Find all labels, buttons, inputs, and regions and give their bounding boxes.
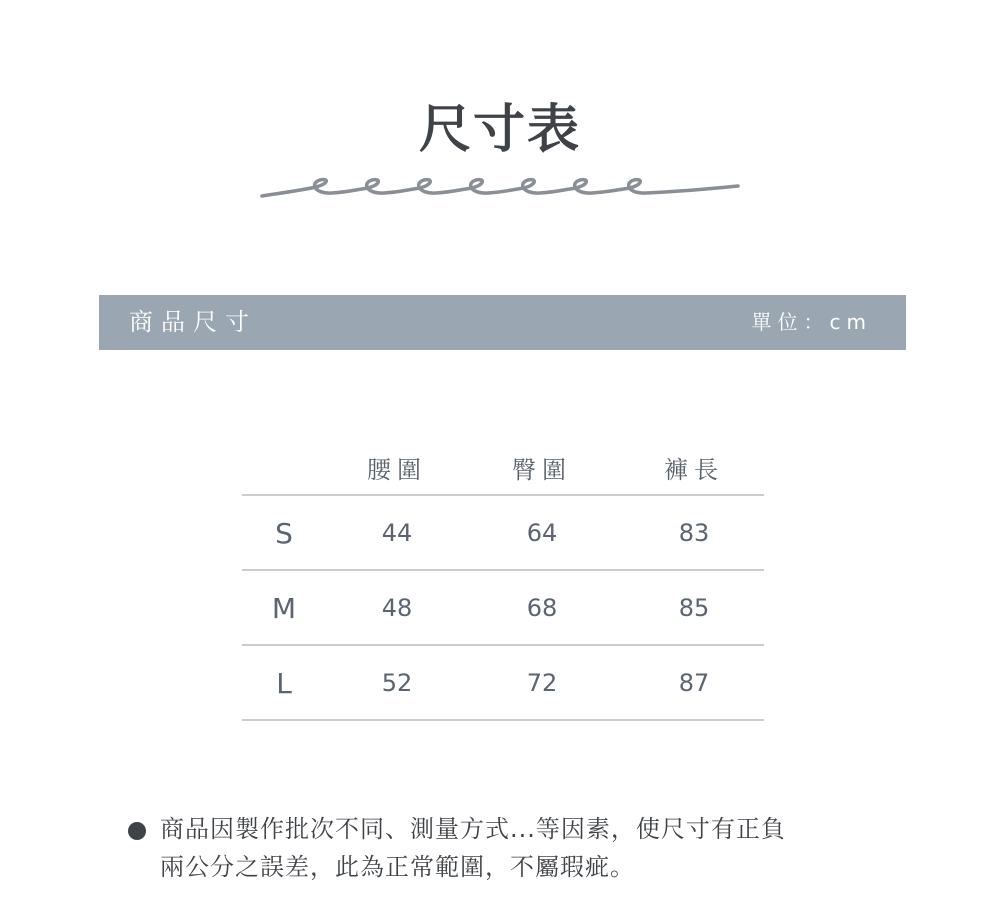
size-label: S — [275, 517, 293, 550]
header-length: 褲長 — [664, 456, 724, 484]
page-title: 尺寸表 — [418, 100, 581, 160]
size-label: L — [276, 667, 292, 700]
header-hip: 臀圍 — [512, 456, 572, 484]
hip-value: 72 — [526, 669, 558, 697]
waist-value: 48 — [381, 594, 413, 622]
note-line: 兩公分之誤差，此為正常範圍，不屬瑕疵。 — [160, 853, 635, 881]
note-line: 商品因製作批次不同、測量方式...等因素，使尺寸有正負 — [160, 815, 786, 843]
size-banner — [99, 295, 906, 350]
hip-value: 64 — [526, 519, 558, 547]
decorative-squiggle — [258, 168, 742, 208]
size-label: M — [271, 592, 297, 625]
waist-value: 44 — [381, 519, 413, 547]
length-value: 87 — [678, 669, 710, 697]
length-value: 83 — [678, 519, 710, 547]
table-row — [242, 646, 764, 721]
table-row — [242, 496, 764, 571]
table-header — [242, 440, 764, 496]
length-value: 85 — [678, 594, 710, 622]
waist-value: 52 — [381, 669, 413, 697]
banner-label: 商品尺寸 — [129, 308, 257, 336]
note-text — [160, 810, 900, 886]
size-table — [242, 440, 764, 721]
header-waist: 腰圍 — [367, 456, 427, 484]
bullet-icon — [128, 822, 146, 840]
table-row — [242, 571, 764, 646]
unit-label: 單位：cm — [751, 310, 872, 334]
hip-value: 68 — [526, 594, 558, 622]
